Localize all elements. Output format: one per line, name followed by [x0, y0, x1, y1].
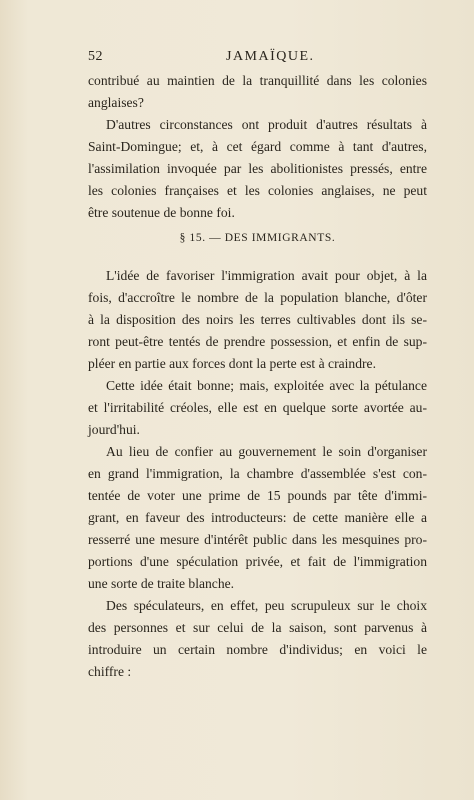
text-line: l'assimilation invoquée par les abolitionistes pressés, entre — [88, 161, 427, 176]
section-title: § 15. — DES IMMIGRANTS. — [179, 232, 336, 244]
text-line: en grand l'immigration, la chambre d'assemblée s'est con- — [88, 466, 427, 481]
running-title: JAMAÏQUE. — [226, 49, 315, 64]
paragraph-speculators — [88, 595, 427, 683]
text-line: resserré une mesure d'intérêt public dans les mesquines pro- — [88, 532, 427, 547]
text-line: tentée de voter une prime de 15 pounds par tête d'immi- — [88, 488, 427, 503]
text-line: ront peut-être tentés de prendre possession, et enfin de sup- — [88, 334, 427, 349]
text-line: Cette idée était bonne; mais, exploitée avec la pétulance — [106, 378, 427, 393]
paragraph-government — [88, 441, 427, 595]
text-line: grant, en faveur des introducteurs: de cette manière elle a — [88, 510, 427, 525]
text-line: Des spéculateurs, en effet, peu scrupuleux sur le choix — [106, 598, 427, 613]
text-line: introduire un certain nombre d'individus; en voici le — [88, 642, 427, 657]
text-line: et l'irritabilité créoles, elle est en quelque sorte avortée au- — [88, 400, 427, 415]
text-line: chiffre : — [88, 664, 132, 679]
text-line: anglaises? — [88, 95, 144, 110]
text-line: jourd'hui. — [88, 422, 140, 437]
text-line: L'idée de favoriser l'immigration avait pour objet, à la — [106, 268, 427, 283]
text-line: Saint-Domingue; et, à cet égard comme à tant d'autres, — [88, 139, 427, 154]
text-line: pléer en partie aux forces dont la perte est à craindre. — [88, 356, 376, 371]
text-line: portions d'une spéculation privée, et fait de l'immigration — [88, 554, 427, 569]
text-line: les colonies françaises et les colonies anglaises, ne peut — [88, 183, 427, 198]
text-line: contribué au maintien de la tranquillité dans les colonies — [88, 73, 427, 88]
text-line: être soutenue de bonne foi. — [88, 205, 235, 220]
text-line: D'autres circonstances ont produit d'autres résultats à — [106, 117, 427, 132]
text-line: à la disposition des noirs les terres cultivables dont ils se- — [88, 312, 427, 327]
text-line: fois, d'accroître le nombre de la population blanche, d'ôter — [88, 290, 427, 305]
paragraph-continued — [88, 70, 427, 114]
page-number: 52 — [88, 49, 103, 64]
text-line: Au lieu de confier au gouvernement le soin d'organiser — [106, 444, 427, 459]
paragraph-good-idea — [88, 375, 427, 441]
text-line: des personnes et sur celui de la saison, sont parvenus à — [88, 620, 427, 635]
page-header — [88, 49, 418, 69]
text-line: une sorte de traite blanche. — [88, 576, 235, 591]
paragraph-immigration-idea — [88, 265, 427, 375]
paragraph-saint-domingue — [88, 114, 427, 224]
